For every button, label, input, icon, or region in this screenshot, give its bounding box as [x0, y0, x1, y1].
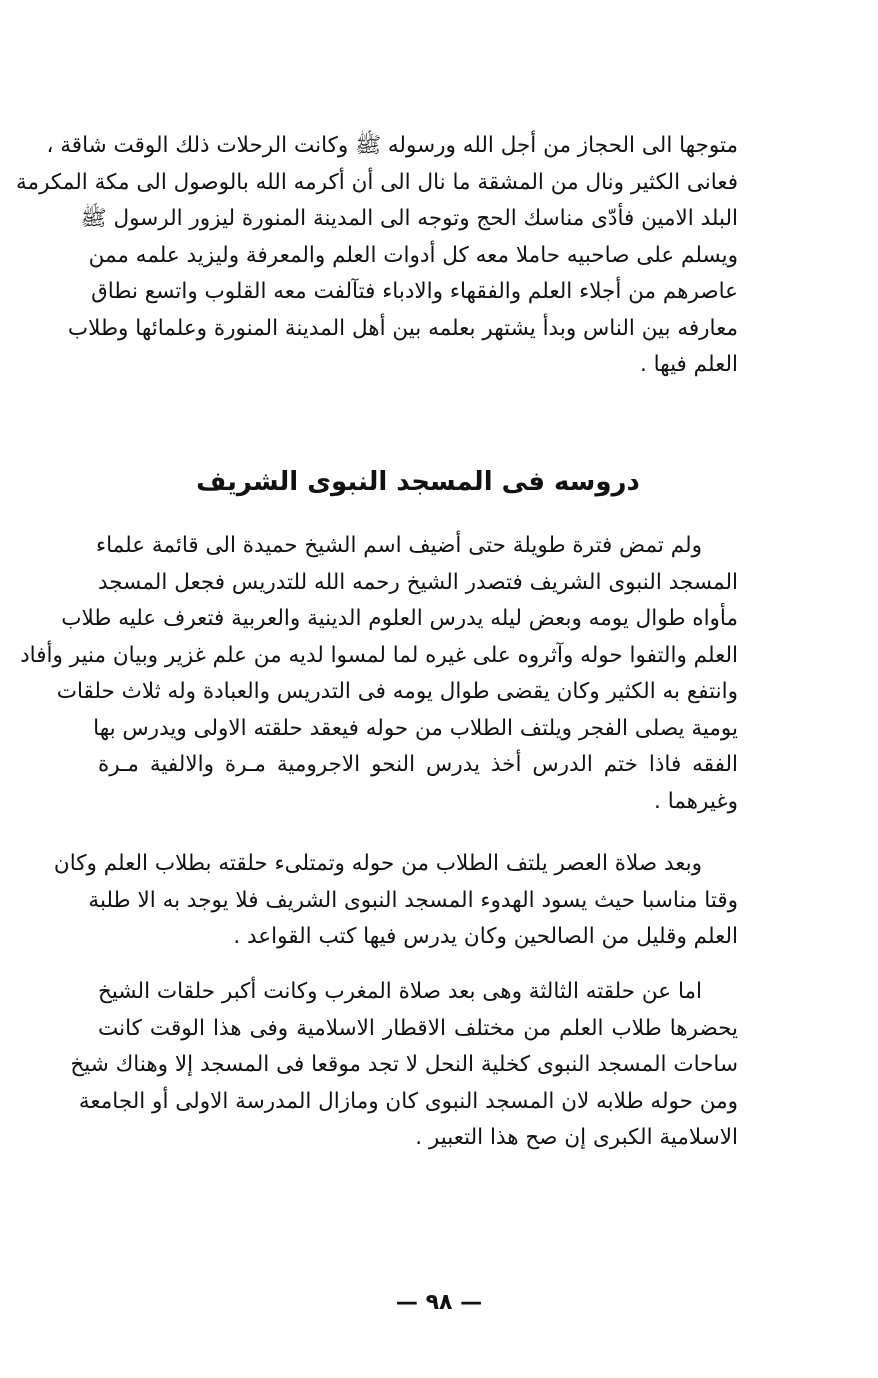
section-heading: دروسه فى المسجد النبوى الشريف — [196, 467, 640, 497]
text-line: ولم تمض فترة طويلة حتى أضيف اسم الشيخ حميدة الى قائمة علماء — [96, 533, 702, 558]
intro-paragraph — [16, 128, 738, 384]
text-line: مأواه طوال يومه وبعض ليله يدرس العلوم الدينية والعربية فتعرف عليه طلاب — [61, 606, 738, 631]
text-line: ويسلم على صاحبيه حاملا معه كل أدوات العلم والمعرفة وليزيد علمه ممن — [88, 242, 738, 268]
text-line: فعانى الكثير ونال من المشقة ما نال الى أن أكرمه الله بالوصول الى مكة المكرمة — [16, 169, 738, 195]
text-line: متوجها الى الحجاز من أجل الله ورسوله ﷺ وكانت الرحلات ذلك الوقت شاقة ، — [46, 133, 738, 158]
text-line: العلم فيها . — [639, 352, 738, 377]
text-line: ساحات المسجد النبوى كخلية النحل لا تجد موقعا فى المسجد إلا وهناك شيخ — [70, 1052, 738, 1077]
text-line: وقتا مناسبا حيث يسود الهدوء المسجد النبوى الشريف فلا يوجد به الا طلبة — [88, 887, 738, 913]
text-line: المسجد النبوى الشريف فتصدر الشيخ رحمه الله للتدريس فجعل المسجد — [98, 569, 738, 595]
text-line: يومية يصلى الفجر ويلتف الطلاب من حوله فيعقد حلقته الاولى ويدرس بها — [93, 715, 738, 741]
paragraph-1 — [20, 528, 738, 820]
text-line: البلد الامين فأدّى مناسك الحج وتوجه الى المدينة المنورة ليزور الرسول ﷺ — [80, 206, 738, 231]
paragraph-3 — [70, 974, 738, 1157]
text-line: الاسلامية الكبرى إن صح هذا التعبير . — [415, 1125, 738, 1150]
page-number: — ٩٨ — — [395, 1290, 483, 1315]
text-line: اما عن حلقته الثالثة وهى بعد صلاة المغرب وكانت أكبر حلقات الشيخ — [98, 979, 702, 1004]
text-line: ومن حوله طلابه لان المسجد النبوى كان ومازال المدرسة الاولى أو الجامعة — [78, 1088, 738, 1114]
text-line: وانتفع به الكثير وكان يقضى طوال يومه فى التدريس والعبادة وله ثلاث حلقات — [56, 679, 738, 704]
text-line: العلم والتفوا حوله وآثروه على غيره لما لمسوا لديه من علم غزير وبيان منير وأفاد — [20, 642, 738, 668]
text-line: الفقه فاذا ختم الدرس أخذ يدرس النحو الاجرومية مـرة والالفية مـرة — [98, 752, 738, 777]
text-line: عاصرهم من أجلاء العلم والفقهاء والادباء فتآلفت معه القلوب واتسع نطاق — [91, 279, 738, 304]
text-line: معارفه بين الناس وبدأ يشتهر بعلمه بين أهل المدينة المنورة وعلمائها وطلاب — [67, 315, 738, 341]
paragraph-2 — [53, 846, 738, 956]
text-line: وبعد صلاة العصر يلتف الطلاب من حوله وتمتلىء حلقته بطلاب العلم وكان — [53, 851, 702, 876]
text-line: العلم وقليل من الصالحين وكان يدرس فيها كتب القواعد . — [233, 924, 738, 949]
text-line: يحضرها طلاب العلم من مختلف الاقطار الاسلامية وفى هذا الوقت كانت — [98, 1015, 738, 1041]
text-line: وغيرهما . — [654, 788, 738, 814]
